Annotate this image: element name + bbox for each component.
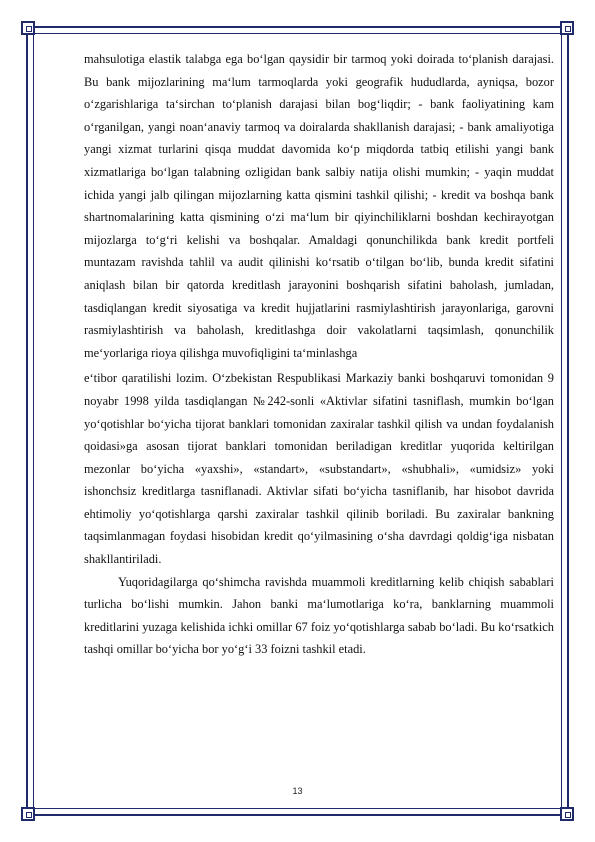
- page-number: 13: [292, 786, 303, 796]
- paragraph-2: e‘tibor qaratilishi lozim. O‘zbekistan Respublikasi Markaziy banki boshqaruvi tomonidan 9 noyabr 1998 yilda tasdiqlangan №242-sonli «Aktivlar sifatini tasniflash, mumkin bo‘lgan yo‘qotishlar bo‘yicha tijorat banklari tomonidan zaxiralar tashkil qilish va undan foydalanish qoidasi»ga asosan tijorat banklari tomonidan beriladigan kreditlar yuqorida keltirilgan mezonlar bo‘yicha «yaxshi», «standart», «substandart», «shubhali», «umidsiz» yoki ishonchsiz kreditlarga tasniflanadi. Aktivlar sifati bo‘yicha tasniflanib, har hisobot davrida ehtimoliy yo‘qotishlarga qarshi zaxiralar tashkil qilinib boriladi. Bu zaxiralar bankning taqsimlanmagan foydasi hisobidan kredit qo‘yilmasining o‘sha davrdagi qoldig‘iga nisbatan shakllantiriladi.: [84, 371, 554, 567]
- corner-ornament-bottom-left: [21, 807, 35, 821]
- document-body: [84, 48, 554, 661]
- corner-ornament-bottom-right: [560, 807, 574, 821]
- paragraph-3: Yuqoridagilarga qo‘shimcha ravishda muammoli kreditlarning kelib chiqish sabablari turlicha bo‘lishi mumkin. Jahon banki ma‘lumotlariga ko‘ra, banklarning muammoli kreditlarini yuzaga kelishida ichki omillar 67 foiz yo‘qotishlarga sabab bo‘ladi. Bu ko‘rsatkich tashqi omillar bo‘yicha bor yo‘g‘i 33 foizni tashkil etadi.: [84, 574, 554, 657]
- paragraph-1: mahsulotiga elastik talabga ega bo‘lgan qaysidir bir tarmoq yoki doirada to‘planish darajasi. Bu bank mijozlarining ma‘lum tarmoqlarda yoki geografik hududlarda, ayniqsa, bozor o‘zgarishlariga ta‘sirchan to‘planish darajasi bilan bog‘liqdir; - bank faoliyatining kam o‘rganilgan, yangi noan‘anaviy tarmoq va doiralarda shakllanish darajasi; - bank amaliyotiga yangi xizmat turlarini qisqa muddat davomida ko‘p miqdorda tatbiq etilishi yangi bank xizmatlariga bo‘lgan talabning ozligidan bank salbiy natija olishi mumkin; - yaqin muddat ichida yangi jalb qilingan mijozlarning katta qismini tashkil qilishi; - kredit va boshqa bank shartnomalarining katta qismining o‘zi ma‘lum bir qiyinchiliklarni boshdan kechirayotgan mijozlarga to‘g‘ri kelishi va boshqalar. Amaldagi qonunchilikda bank kredit portfeli muntazam ravishda tahlil va audit qilinishi ko‘rsatib o‘tilgan bo‘lib, bunda kredit sifatini aniqlash bilan bir qatorda kreditlash jarayonini boshqarish sifatini baholash, jumladan, tasdiqlangan kredit siyosatiga va kredit hujjatlarini rasmiylashtirish jarayonlariga, garovni rasmiylashtirish va baholash, kreditlashga doir vakolatlarni taqsimlash, qonunchilik me‘yorlariga rioya qilishga muvofiqligini ta‘minlashga: [84, 52, 554, 360]
- corner-ornament-top-right: [560, 21, 574, 35]
- corner-ornament-top-left: [21, 21, 35, 35]
